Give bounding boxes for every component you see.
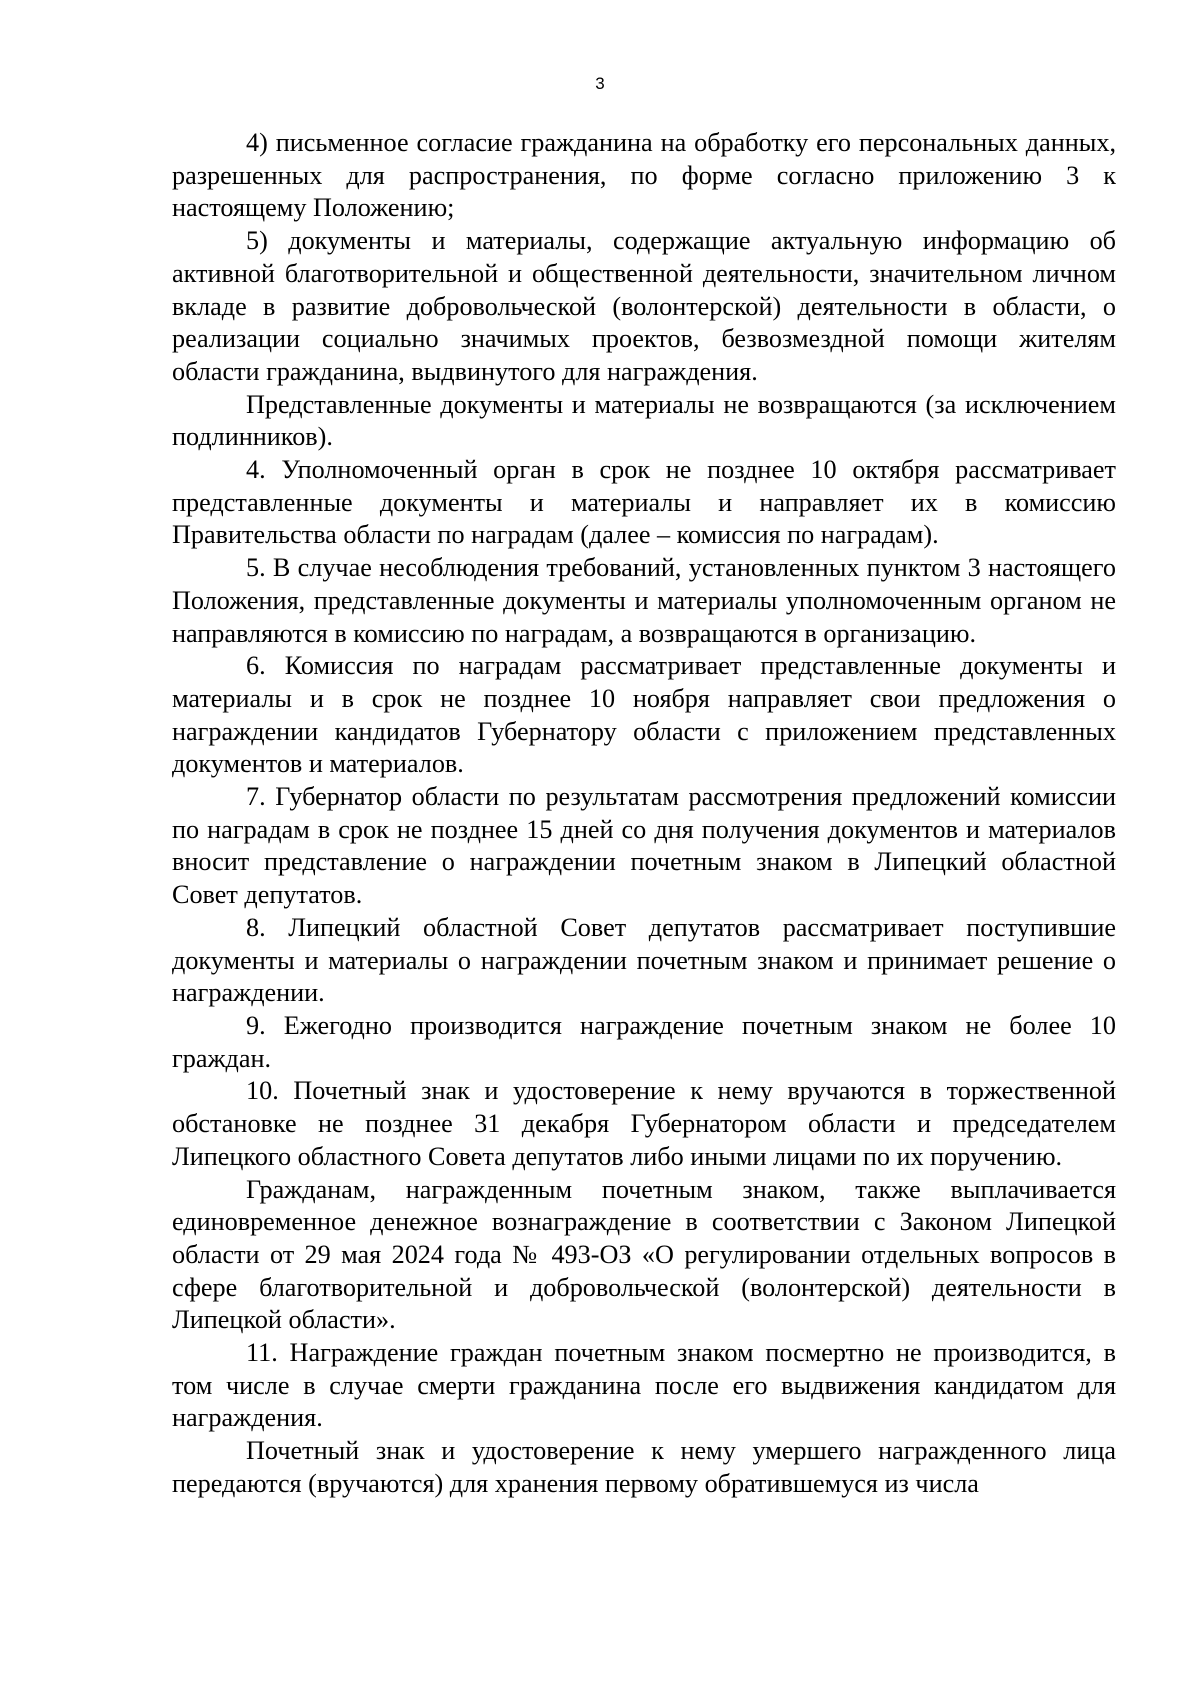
paragraph-item-5: 5) документы и материалы, содержащие актуальную информацию об активной благотворительной и общественной деятельности, значительном личном вкладе в развитие добровольческой (волонтерской) деятельности в области, о реализации социально значимых проектов, безвозмездной помощи жителям области гражданина, выдвинутого для награждения.: [172, 226, 1116, 386]
paragraph-documents-not-returned: Представленные документы и материалы не возвращаются (за исключением подлинников).: [172, 389, 1116, 452]
page-number: 3: [595, 74, 605, 93]
document-body: [172, 127, 1116, 1501]
paragraph-clause-6: 6. Комиссия по наградам рассматривает представленные документы и материалы и в срок не позднее 10 ноября направляет свои предложения о награждении кандидатов Губернатору области с приложением представленных документов и материалов.: [172, 651, 1116, 779]
paragraph-monetary-reward: Гражданам, награжденным почетным знаком, также выплачивается единовременное денежное вознаграждение в соответствии с Законом Липецкой области от 29 мая 2024 года № 493-ОЗ «О регулировании отдельных вопросов в сфере благотворительной и добровольческой (волонтерской) деятельности в Липецкой области».: [172, 1174, 1116, 1335]
paragraph-clause-10: 10. Почетный знак и удостоверение к нему вручаются в торжественной обстановке не позднее 31 декабря Губернатором области и председателем Липецкого областного Совета депутатов либо иными лицами по их поручению.: [172, 1076, 1116, 1171]
paragraph-item-4: 4) письменное согласие гражданина на обработку его персональных данных, разрешенных для распространения, по форме согласно приложению 3 к настоящему Положению;: [172, 128, 1116, 223]
paragraph-clause-9: 9. Ежегодно производится награждение почетным знаком не более 10 граждан.: [172, 1010, 1116, 1073]
paragraph-clause-11: 11. Награждение граждан почетным знаком посмертно не производится, в том числе в случае смерти гражданина после его выдвижения кандидатом для награждения.: [172, 1338, 1116, 1433]
paragraph-clause-8: 8. Липецкий областной Совет депутатов рассматривает поступившие документы и материалы о награждении почетным знаком и принимает решение о награждении.: [172, 912, 1116, 1008]
paragraph-clause-4: 4. Уполномоченный орган в срок не позднее 10 октября рассматривает представленные документы и материалы и направляет их в комиссию Правительства области по наградам (далее – комиссия по наградам).: [172, 455, 1116, 550]
paragraph-posthumous-transfer: Почетный знак и удостоверение к нему умершего награжденного лица передаются (вручаются) для хранения первому обратившемуся из числа: [172, 1436, 1116, 1498]
paragraph-clause-5: 5. В случае несоблюдения требований, установленных пунктом 3 настоящего Положения, представленные документы и материалы уполномоченным органом не направляются в комиссию по наградам, а возвращаются в организацию.: [172, 553, 1116, 648]
paragraph-clause-7: 7. Губернатор области по результатам рассмотрения предложений комиссии по наградам в срок не позднее 15 дней со дня получения документов и материалов вносит представление о награждении почетным знаком в Липецкий областной Совет депутатов.: [172, 782, 1116, 910]
